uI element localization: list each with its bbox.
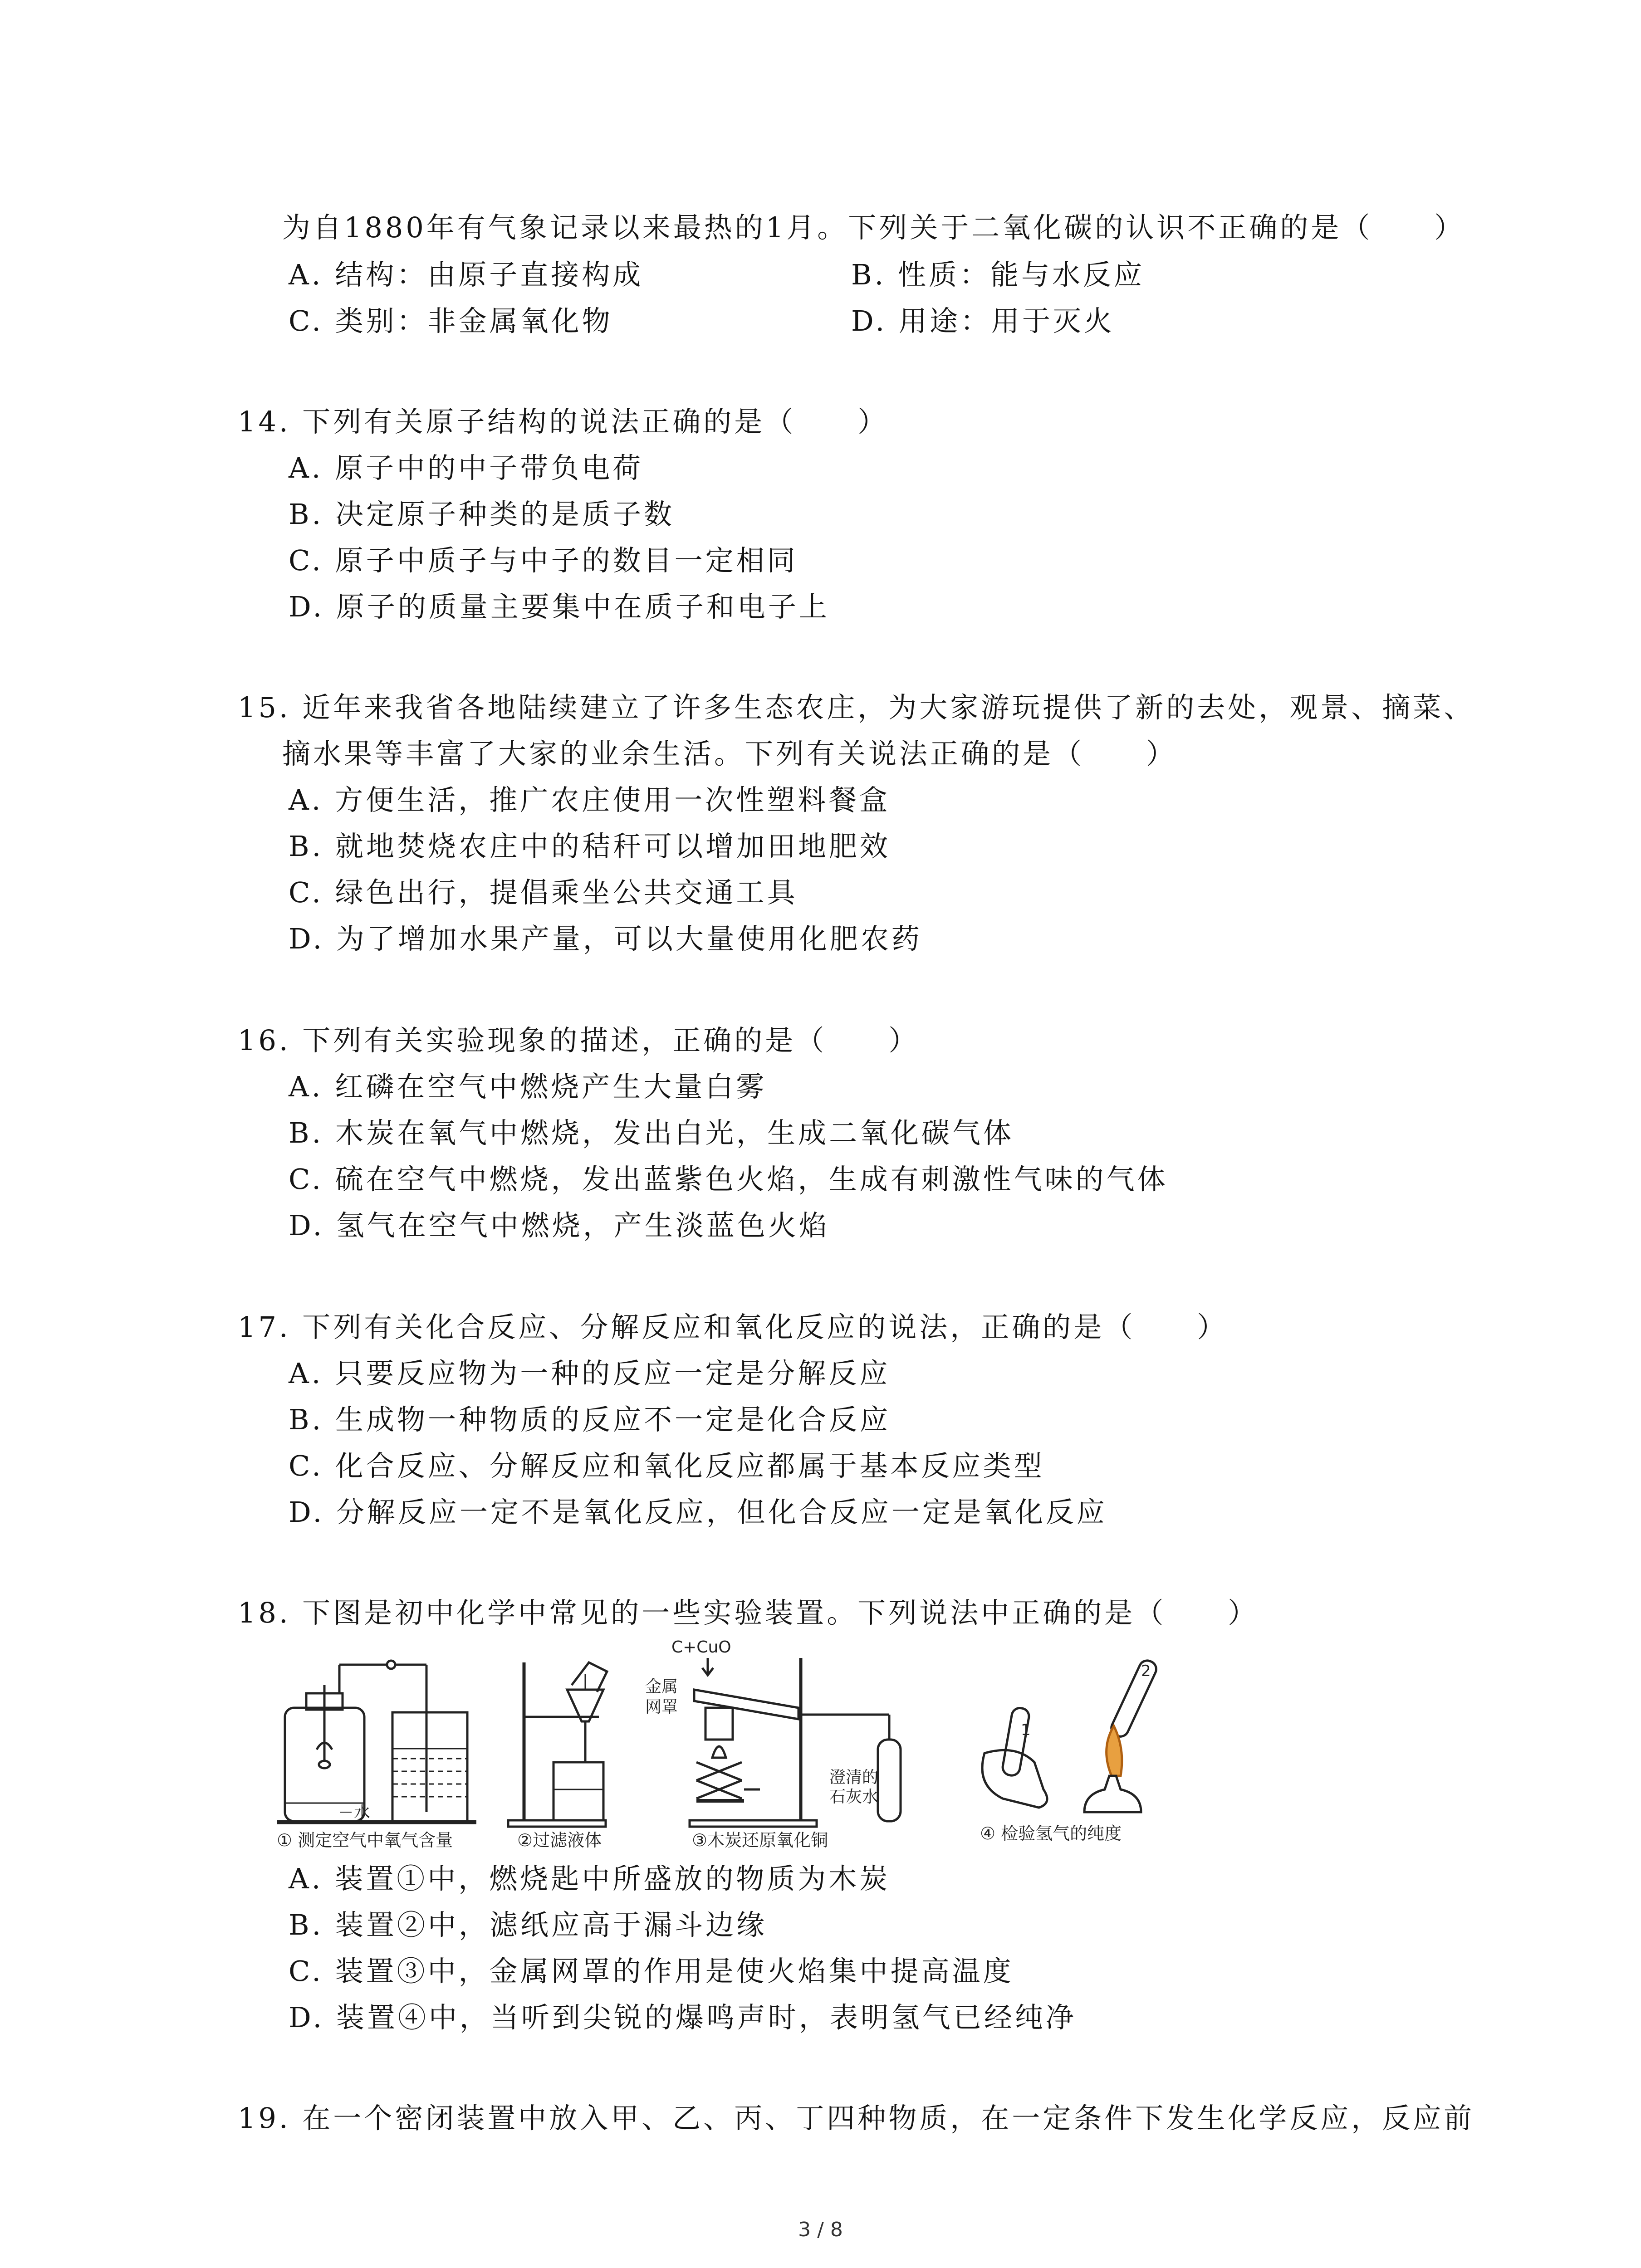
q14-option-c: C. 原子中质子与中子的数目一定相同: [289, 544, 798, 577]
q13-option-b: B. 性质：能与水反应: [851, 258, 1145, 291]
apparatus-3-carbon-reduction: [645, 1640, 901, 1850]
q18-option-a: A. 装置①中，燃烧匙中所盛放的物质为木炭: [289, 1862, 891, 1895]
caption-3: ③木炭还原氧化铜: [692, 1830, 828, 1850]
caption-4: ④ 检验氢气的纯度: [980, 1823, 1122, 1843]
apparatus-4-hydrogen-purity: [980, 1658, 1159, 1843]
q17-option-a: A. 只要反应物为一种的反应一定是分解反应: [289, 1357, 891, 1390]
q15-option-c: C. 绿色出行，提倡乘坐公共交通工具: [289, 876, 798, 909]
reagent-label: C+CuO: [671, 1640, 731, 1657]
limewater-label-1: 澄清的: [829, 1768, 879, 1787]
q14-option-a: A. 原子中的中子带负电荷: [289, 451, 644, 484]
q16-option-a: A. 红磷在空气中燃烧产生大量白雾: [289, 1070, 767, 1103]
q15-option-a: A. 方便生活，推广农庄使用一次性塑料餐盒: [289, 783, 891, 816]
q15-stem-line2: 摘水果等丰富了大家的业余生活。下列有关说法正确的是（ ）: [282, 737, 1177, 770]
page-number: 3 / 8: [798, 2218, 843, 2241]
q13-option-a: A. 结构：由原子直接构成: [289, 258, 644, 291]
q16-stem: 16. 下列有关实验现象的描述，正确的是（ ）: [238, 1024, 920, 1057]
q18-stem: 18. 下图是初中化学中常见的一些实验装置。下列说法中正确的是（ ）: [238, 1596, 1259, 1629]
q17-option-b: B. 生成物一种物质的反应不一定是化合反应: [289, 1403, 891, 1436]
water-label: 水: [354, 1804, 371, 1822]
caption-2: ②过滤液体: [517, 1830, 602, 1850]
apparatus-1-oxygen-content: [277, 1661, 476, 1850]
q13-option-d: D. 用途：用于灭火: [851, 304, 1115, 337]
q15-stem-line1: 15. 近年来我省各地陆续建立了许多生态农庄，为大家游玩提供了新的去处，观景、摘菜、: [238, 691, 1475, 724]
q14-option-d: D. 原子的质量主要集中在质子和电子上: [289, 590, 830, 623]
caption-1: ① 测定空气中氧气含量: [277, 1830, 453, 1850]
q19-stem: 19. 在一个密闭装置中放入甲、乙、丙、丁四种物质，在一定条件下发生化学反应，反应前: [238, 2102, 1475, 2135]
q14-option-b: B. 决定原子种类的是质子数: [289, 498, 675, 531]
mesh-label-1: 金属: [645, 1677, 678, 1696]
q16-option-c: C. 硫在空气中燃烧，发出蓝紫色火焰，生成有刺激性气味的气体: [289, 1163, 1168, 1196]
q14-stem: 14. 下列有关原子结构的说法正确的是（ ）: [238, 405, 889, 438]
q18-option-c: C. 装置③中，金属网罩的作用是使火焰集中提高温度: [289, 1955, 1014, 1988]
q17-stem: 17. 下列有关化合反应、分解反应和氧化反应的说法，正确的是（ ）: [238, 1310, 1228, 1344]
tube-1-label: 1: [1021, 1721, 1031, 1739]
apparatus-2-filtration: [508, 1662, 607, 1850]
q18-option-d: D. 装置④中，当听到尖锐的爆鸣声时，表明氢气已经纯净: [289, 2001, 1077, 2034]
q18-option-b: B. 装置②中，滤纸应高于漏斗边缘: [289, 1908, 767, 1941]
q13-stem-tail: 为自1880年有气象记录以来最热的1月。下列关于二氧化碳的认识不正确的是（ ）: [282, 211, 1465, 244]
mesh-label-2: 网罩: [645, 1698, 678, 1716]
tube-2-label: 2: [1141, 1662, 1151, 1680]
q16-option-d: D. 氢气在空气中燃烧，产生淡蓝色火焰: [289, 1209, 830, 1242]
q15-option-d: D. 为了增加水果产量，可以大量使用化肥农药: [289, 922, 922, 955]
q17-option-d: D. 分解反应一定不是氧化反应，但化合反应一定是氧化反应: [289, 1496, 1107, 1529]
q13-option-c: C. 类别：非金属氧化物: [289, 304, 613, 337]
q18-apparatus-figure: [272, 1640, 1225, 1857]
q17-option-c: C. 化合反应、分解反应和氧化反应都属于基本反应类型: [289, 1449, 1045, 1482]
limewater-label-2: 石灰水: [829, 1788, 879, 1806]
q16-option-b: B. 木炭在氧气中燃烧，发出白光，生成二氧化碳气体: [289, 1116, 1014, 1149]
q15-option-b: B. 就地焚烧农庄中的秸秆可以增加田地肥效: [289, 830, 891, 863]
